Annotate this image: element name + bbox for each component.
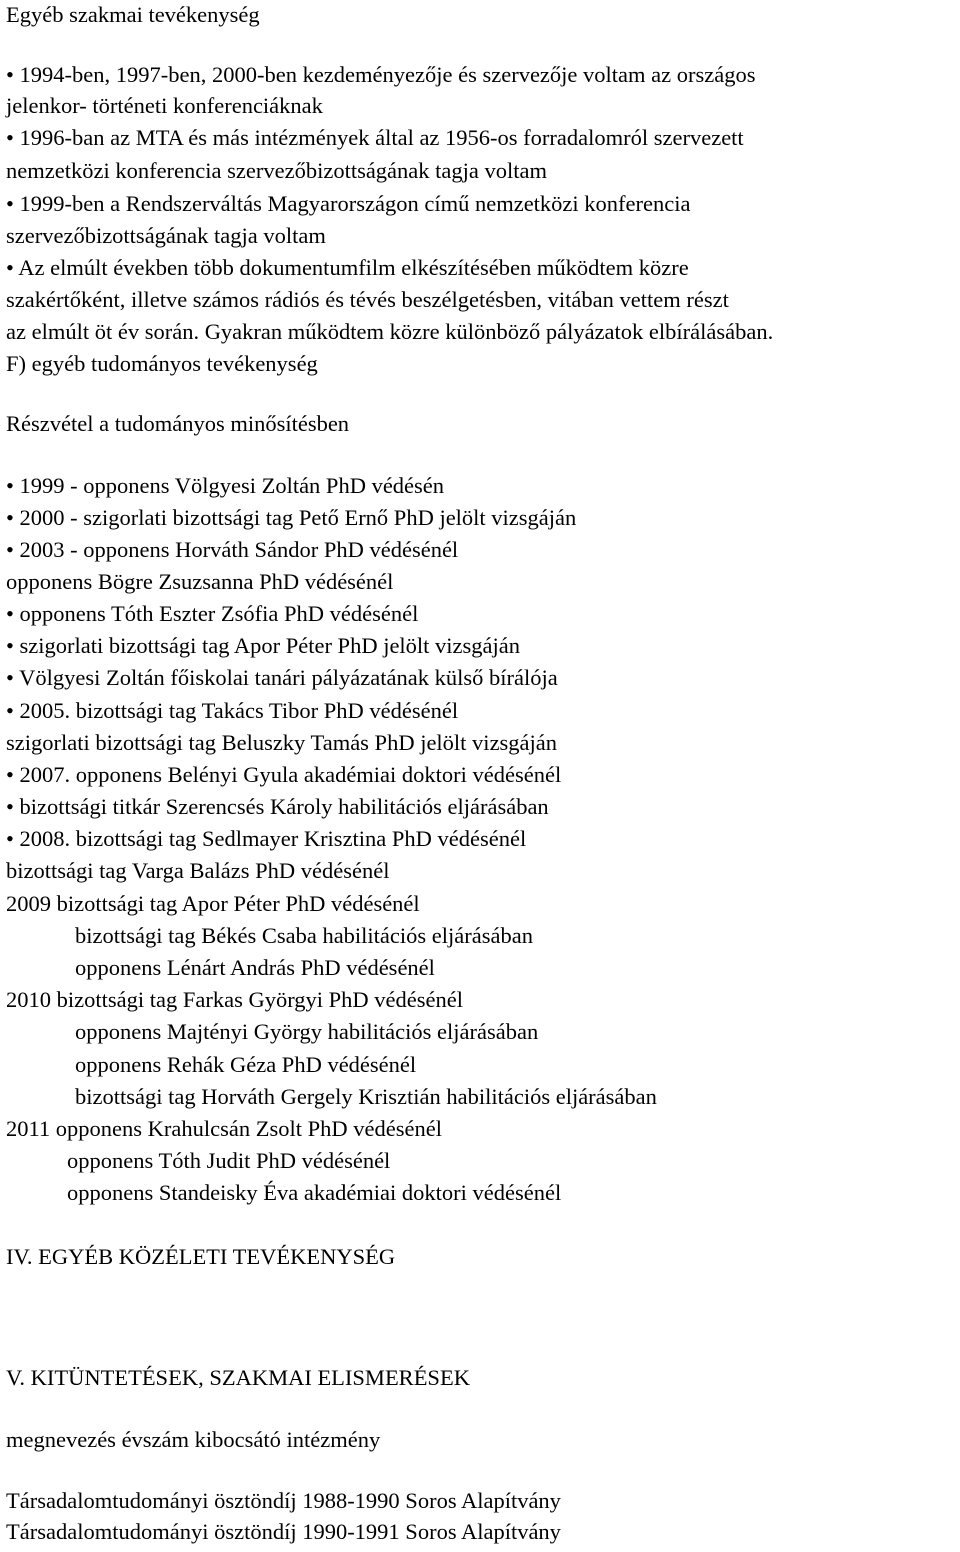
qualification-line: 2011 opponens Krahulcsán Zsolt PhD védésénél	[6, 1116, 442, 1141]
activity-line: az elmúlt öt év során. Gyakran működtem közre különböző pályázatok elbírálásában.	[6, 319, 774, 344]
qualification-line: opponens Rehák Géza PhD védésénél	[75, 1052, 417, 1077]
qualification-line: • bizottsági titkár Szerencsés Károly habilitációs eljárásában	[6, 794, 549, 819]
qualification-line: • 2008. bizottsági tag Sedlmayer Krisztina PhD védésénél	[6, 826, 527, 851]
activity-line: • 1994-ben, 1997-ben, 2000-ben kezdeményezője és szervezője voltam az országos	[6, 62, 756, 87]
qualification-line: • 2007. opponens Belényi Gyula akadémiai doktori védésénél	[6, 762, 562, 787]
heading-qualification: Részvétel a tudományos minősítésben	[6, 411, 350, 436]
qualification-line: opponens Standeisky Éva akadémiai doktori védésénél	[67, 1180, 562, 1205]
activity-line: jelenkor- történeti konferenciáknak	[6, 93, 323, 118]
qualification-line: szigorlati bizottsági tag Beluszky Tamás PhD jelölt vizsgáján	[6, 730, 558, 755]
activity-line: szervezőbizottságának tagja voltam	[6, 223, 326, 248]
heading-section-iv: IV. EGYÉB KÖZÉLETI TEVÉKENYSÉG	[6, 1244, 396, 1269]
heading-section-v: V. KITÜNTETÉSEK, SZAKMAI ELISMERÉSEK	[6, 1365, 470, 1390]
qualification-line: opponens Majtényi György habilitációs eljárásában	[75, 1019, 539, 1044]
activity-line: szakértőként, illetve számos rádiós és tévés beszélgetésben, vitában vettem részt	[6, 287, 729, 312]
activity-line: • 1999-ben a Rendszerváltás Magyarországon című nemzetközi konferencia	[6, 191, 691, 216]
qualification-line: bizottsági tag Békés Csaba habilitációs eljárásában	[75, 923, 533, 948]
heading-other-activity: Egyéb szakmai tevékenység	[6, 2, 260, 27]
award-row: Társadalomtudományi ösztöndíj 1988-1990 Soros Alapítvány	[6, 1488, 561, 1513]
qualification-line: opponens Bögre Zsuzsanna PhD védésénél	[6, 569, 394, 594]
qualification-line: • opponens Tóth Eszter Zsófia PhD védésénél	[6, 601, 419, 626]
qualification-line: bizottsági tag Horváth Gergely Krisztián habilitációs eljárásában	[75, 1084, 657, 1109]
qualification-line: • Völgyesi Zoltán főiskolai tanári pályázatának külső bírálója	[6, 665, 558, 690]
qualification-line: opponens Tóth Judit PhD védésénél	[67, 1148, 391, 1173]
activity-line: nemzetközi konferencia szervezőbizottságának tagja voltam	[6, 158, 547, 183]
qualification-line: • 2003 - opponens Horváth Sándor PhD védésénél	[6, 537, 459, 562]
award-row: Társadalomtudományi ösztöndíj 1990-1991 Soros Alapítvány	[6, 1519, 561, 1544]
qualification-line: • 2000 - szigorlati bizottsági tag Pető Ernő PhD jelölt vizsgáján	[6, 505, 577, 530]
activity-line: • 1996-ban az MTA és más intézmények által az 1956-os forradalomról szervezett	[6, 125, 744, 150]
qualification-line: 2010 bizottsági tag Farkas Györgyi PhD védésénél	[6, 987, 464, 1012]
qualification-line: • 2005. bizottsági tag Takács Tibor PhD védésénél	[6, 698, 459, 723]
activity-line: F) egyéb tudományos tevékenység	[6, 351, 318, 376]
qualification-line: opponens Lénárt András PhD védésénél	[75, 955, 435, 980]
activity-line: • Az elmúlt években több dokumentumfilm elkészítésében működtem közre	[6, 255, 689, 280]
qualification-line: • szigorlati bizottsági tag Apor Péter PhD jelölt vizsgáján	[6, 633, 521, 658]
qualification-line: • 1999 - opponens Völgyesi Zoltán PhD védésén	[6, 473, 445, 498]
qualification-line: bizottsági tag Varga Balázs PhD védésénél	[6, 858, 390, 883]
awards-header: megnevezés évszám kibocsátó intézmény	[6, 1427, 381, 1452]
qualification-line: 2009 bizottsági tag Apor Péter PhD védésénél	[6, 891, 420, 916]
